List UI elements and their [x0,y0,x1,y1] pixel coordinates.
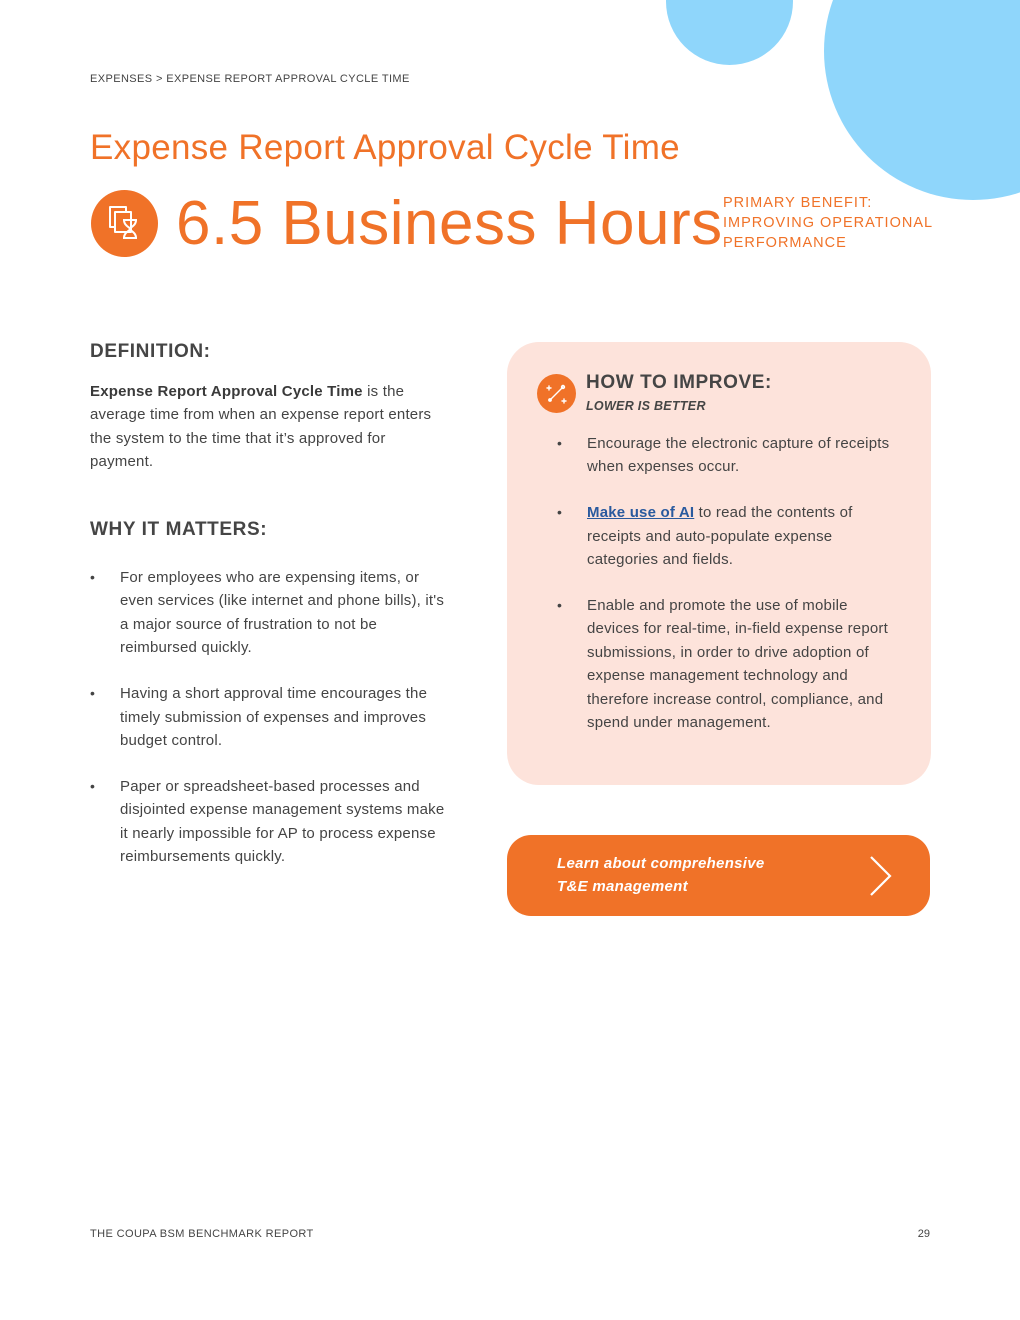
page-number: 29 [917,1228,930,1240]
list-item [90,775,452,869]
list-item-text: Encourage the electronic capture of receipts when expenses occur. [587,435,890,476]
list-item-text: Having a short approval time encourages the timely submission of expenses and improves budget control. [120,685,428,749]
why-it-matters-list [90,566,452,891]
how-to-improve-heading: HOW TO IMPROVE: [586,372,772,393]
benefit-line: PRIMARY BENEFIT: [723,195,873,211]
footer-report-title: THE COUPA BSM BENCHMARK REPORT [90,1228,314,1240]
make-use-of-ai-link[interactable]: Make use of AI [587,504,695,522]
list-item [90,566,452,660]
why-it-matters-heading: WHY IT MATTERS: [90,519,268,540]
learn-more-label [557,852,765,899]
list-item-text: to read the contents of receipts and auto-populate expense categories and fields. [587,504,853,569]
how-to-improve-card [507,342,931,785]
bullet-icon: • [557,597,563,614]
page-title: Expense Report Approval Cycle Time [90,128,680,167]
bullet-icon: • [90,569,96,585]
chevron-right-icon [867,855,897,897]
bullet-icon: • [90,685,96,702]
learn-more-button[interactable] [507,835,930,916]
hourglass-documents-icon [91,190,158,257]
bullet-icon: • [90,777,96,794]
definition-body: is the average time from when an expense report enters the system to the time that it’s approved for payment. [90,383,432,471]
definition-heading: DEFINITION: [90,341,211,362]
metric-value: 6.5 Business Hours [176,189,723,258]
list-item-text: For employees who are expensing items, or even services (like internet and phone bills), it's a major source of frustration to not be reimbursed quickly. [120,569,445,657]
list-item [557,594,897,734]
bullet-icon: • [557,435,563,451]
bullet-icon: • [557,504,563,521]
cta-line: T&E management [557,878,688,896]
list-item [557,501,897,571]
definition-term: Expense Report Approval Cycle Time [90,383,363,400]
list-item-text: Paper or spreadsheet-based processes and disjointed expense management systems make it nearly impossible for AP to process expense reimbursements quickly. [120,777,445,866]
list-item-text: Enable and promote the use of mobile devices for real-time, in-field expense report submissions, in order to drive adoption of expense management technology and therefore increase control, compliance, and spend under management. [587,597,888,732]
lower-is-better-label: LOWER IS BETTER [586,399,706,413]
list-item [90,682,452,752]
decorative-bubble-large [824,0,1020,200]
primary-benefit [723,193,953,253]
benefit-line: IMPROVING OPERATIONAL [723,215,934,231]
definition-text [90,380,452,474]
decorative-bubble-small [666,0,793,65]
cta-line: Learn about comprehensive [557,855,765,872]
breadcrumb: EXPENSES > EXPENSE REPORT APPROVAL CYCLE TIME [90,73,410,85]
list-item [557,432,897,479]
how-to-improve-list [557,432,897,757]
benefit-line: PERFORMANCE [723,235,847,251]
magic-wand-sparkle-icon [537,374,576,413]
